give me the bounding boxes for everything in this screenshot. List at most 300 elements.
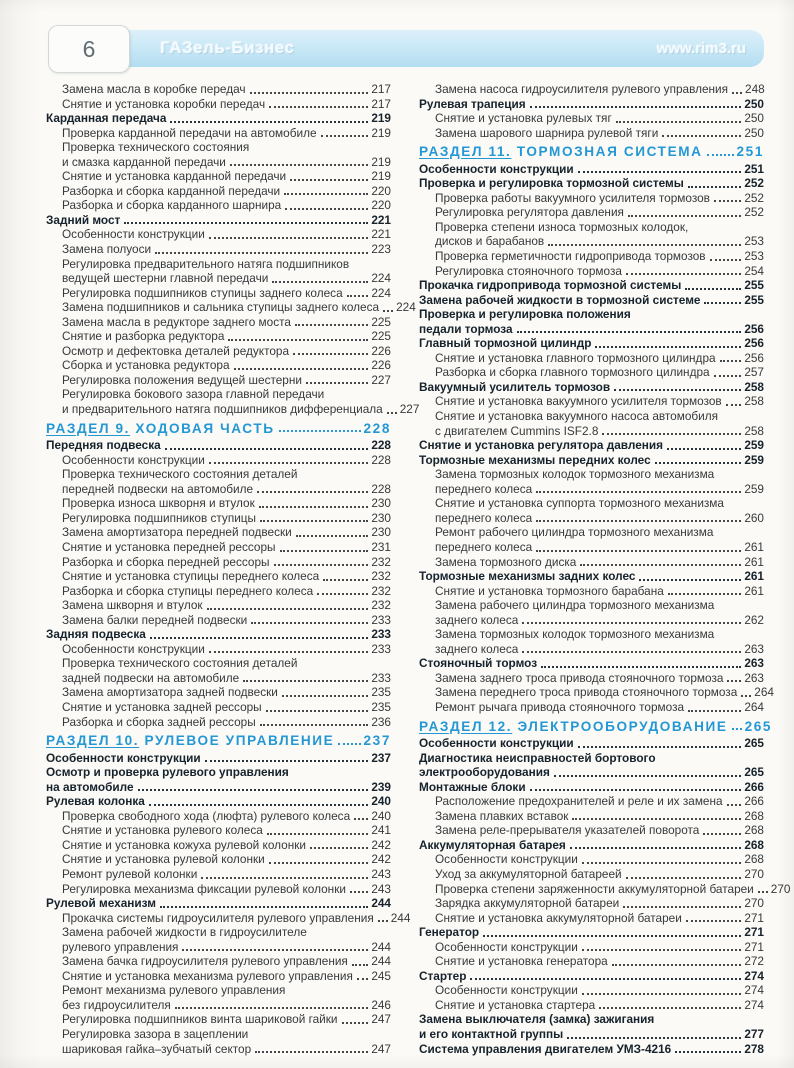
toc-entry-title: Тормозные механизмы передних колес <box>419 452 651 467</box>
toc-entry-title: Ремонт механизма рулевого управления <box>62 983 286 998</box>
toc-entry-title: Разборка и сборка ступицы переднего колеса <box>62 583 314 598</box>
toc-entry <box>419 205 764 220</box>
toc-entry-title: шариковая гайка–зубчатый сектор <box>62 1041 252 1056</box>
toc-entry <box>419 780 764 795</box>
toc-entry-title: Проверка свободного хода (люфта) рулевого колеса <box>62 808 351 823</box>
toc-entry <box>419 496 764 511</box>
website-url: www.rim3.ru <box>656 40 746 57</box>
dot-leader <box>165 448 369 450</box>
toc-page-number: 230 <box>371 525 391 540</box>
dot-leader <box>578 746 742 748</box>
toc-page-number: 224 <box>396 300 416 315</box>
toc-page-number: 228 <box>363 420 391 436</box>
toc-entry <box>419 852 764 867</box>
toc-entry-title: Замена рабочего цилиндра тормозного механизма <box>435 598 715 613</box>
toc-page-number: 252 <box>744 205 764 220</box>
toc-entry <box>419 467 764 482</box>
dot-leader <box>234 368 369 370</box>
toc-entry-title: Осмотр и проверка рулевого управления <box>46 765 289 780</box>
toc-page-number: 225 <box>371 314 391 329</box>
toc-entry-title: Снятие и установка генератора <box>435 954 608 969</box>
toc-page-number: 225 <box>371 329 391 344</box>
toc-entry-title: Проверка степени заряженности аккумуляторной батареи <box>435 881 754 896</box>
dot-leader <box>675 1051 741 1053</box>
toc-entry-title: Передняя подвеска <box>46 438 161 453</box>
dot-leader <box>260 520 368 522</box>
dot-leader <box>703 833 741 835</box>
toc-page-number: 250 <box>744 96 764 111</box>
toc-page-number: 243 <box>371 881 391 896</box>
toc-page-number: 255 <box>744 292 764 307</box>
toc-entry <box>419 111 764 126</box>
dot-leader <box>266 710 369 712</box>
toc-entry-title: Разборка и сборка карданной передачи <box>62 183 281 198</box>
dot-leader <box>284 193 368 195</box>
toc-entry-title: Особенности конструкции <box>435 939 578 954</box>
toc-entry-title: Особенности конструкции <box>62 452 205 467</box>
toc-entry-title: заднего колеса <box>435 641 519 656</box>
toc-entry-title: Разборка и сборка главного тормозного цилиндра <box>435 365 710 380</box>
dot-leader <box>338 743 360 745</box>
toc-entry-title: Главный тормозной цилиндр <box>419 336 592 351</box>
toc-entry <box>46 169 391 184</box>
toc-entry-title: Снятие и установка вакуумного насоса автомобиля <box>435 409 719 424</box>
toc-entry <box>419 365 764 380</box>
toc-entry-title: Замена выключателя (замка) зажигания <box>419 1012 655 1027</box>
toc-page-number: 233 <box>371 641 391 656</box>
toc-entry-title: Регулировка регулятора давления <box>435 205 624 220</box>
toc-entry-title: переднего колеса <box>435 510 533 525</box>
toc-entry-title: передней подвески на автомобиле <box>62 481 254 496</box>
dot-leader <box>321 135 369 137</box>
toc-entry-title: Замена амортизатора передней подвески <box>62 525 292 540</box>
toc-entry <box>46 852 391 867</box>
toc-page-number: 265 <box>744 718 773 734</box>
toc-entry-title: Замена балки передней подвески <box>62 612 248 627</box>
toc-page-number: 241 <box>371 823 391 838</box>
toc-entry <box>46 482 391 497</box>
toc-entry-title: Замена заднего троса привода стояночного тормоза <box>435 670 724 685</box>
toc-entry <box>419 525 764 540</box>
toc-entry-title: Регулировка зазора в зацеплении <box>62 1027 249 1041</box>
toc-entry <box>419 540 764 555</box>
toc-entry-title: Проверка технического состояния деталей <box>62 656 298 671</box>
toc-section-header <box>46 734 391 749</box>
dot-leader <box>350 891 368 893</box>
toc-entry <box>46 794 391 809</box>
toc-entry-title: Разборка и сборка задней рессоры <box>62 714 256 729</box>
toc-entry <box>419 809 764 824</box>
toc-page-number: 246 <box>371 997 391 1012</box>
toc-entry <box>46 82 391 97</box>
toc-entry-title: Замена масла в редукторе заднего моста <box>62 314 291 329</box>
dot-leader <box>595 346 741 348</box>
toc-page-number: 256 <box>744 336 764 351</box>
dot-leader <box>269 106 368 108</box>
toc-entry-title: Разборка и сборка карданного шарнира <box>62 198 282 213</box>
toc-entry-title: Снятие и установка задней рессоры <box>62 699 262 714</box>
book-title: ГАЗель-Бизнес <box>160 38 295 57</box>
toc-page-number: 239 <box>371 779 391 794</box>
toc-entry-title: Замена тормозного диска <box>435 554 577 569</box>
dot-leader <box>387 412 397 414</box>
toc-entry <box>419 380 764 395</box>
toc-page-number: 270 <box>744 896 764 911</box>
toc-page-number: 253 <box>744 234 764 249</box>
toc-page-number: 228 <box>371 452 391 467</box>
toc-page-number: 244 <box>371 896 391 911</box>
toc-entry-title: Замена амортизатора задней подвески <box>62 685 278 700</box>
toc-entry-title: переднего колеса <box>435 539 533 554</box>
dot-leader <box>285 208 368 210</box>
toc-entry <box>419 293 764 308</box>
dot-leader <box>209 462 369 464</box>
toc-page-number: 257 <box>744 365 764 380</box>
toc-entry <box>419 438 764 453</box>
toc-entry <box>46 540 391 555</box>
toc-page-number: 253 <box>744 249 764 264</box>
dot-leader <box>296 535 369 537</box>
toc-entry <box>419 794 764 809</box>
toc-entry-title: Снятие и установка кожуха рулевой колонки <box>62 837 306 852</box>
toc-entry-title: Замена шарового шарнира рулевой тяги <box>435 125 659 140</box>
toc-entry <box>419 409 764 424</box>
toc-page-number: 252 <box>744 176 764 191</box>
toc-entry-title: Регулировка подшипников винта шариковой гайки <box>62 1012 338 1027</box>
toc-entry-title: Особенности конструкции <box>419 736 574 751</box>
toc-entry-title: Стояночный тормоз <box>419 656 538 671</box>
toc-page-number: 265 <box>744 765 764 780</box>
dot-leader <box>517 331 742 333</box>
toc-entry-title: Регулировка подшипников ступицы заднего колеса <box>62 285 343 300</box>
toc-entry-title: Особенности конструкции <box>46 750 201 765</box>
toc-page-number: 272 <box>744 954 764 969</box>
toc-column-left <box>46 82 420 1056</box>
toc-entry <box>419 598 764 613</box>
toc-page-number: 228 <box>371 438 391 453</box>
dot-leader <box>623 906 741 908</box>
dot-leader <box>306 382 368 384</box>
toc-page-number: 220 <box>371 198 391 213</box>
toc-page-number: 264 <box>754 685 774 700</box>
toc-page-number: 259 <box>744 438 764 453</box>
toc-entry <box>46 402 420 417</box>
toc-entry <box>46 983 391 998</box>
toc-entry <box>46 453 391 468</box>
toc-entry <box>46 613 391 628</box>
toc-entry-title: Особенности конструкции <box>435 983 578 998</box>
dot-leader <box>726 404 742 406</box>
dot-leader <box>378 920 388 922</box>
toc-entry <box>46 671 391 686</box>
toc-entry-title: Прокачка системы гидроусилителя рулевого управления <box>62 910 374 925</box>
toc-entry <box>46 140 391 155</box>
toc-entry-title: и его контактной группы <box>419 1027 564 1041</box>
toc-entry <box>46 111 391 126</box>
toc-page-number: 233 <box>371 670 391 685</box>
toc-entry-title: Ремонт рулевой колонки <box>62 866 198 881</box>
dot-leader <box>282 695 368 697</box>
dot-leader <box>536 520 741 522</box>
toc-entry-title: Разборка и сборка передней рессоры <box>62 554 270 569</box>
toc-page-number: 270 <box>770 881 791 896</box>
dot-leader <box>205 760 369 762</box>
toc-entry-title: Проверка герметичности гидропривода тормозов <box>435 249 706 264</box>
toc-entry-title: Карданная передача <box>46 111 167 126</box>
toc-page-number: 219 <box>371 169 391 184</box>
toc-entry <box>419 642 764 657</box>
dot-leader <box>124 222 368 224</box>
toc-page-number: 263 <box>744 670 764 685</box>
toc-page-number: 243 <box>371 866 391 881</box>
toc-page-number: 271 <box>744 939 764 954</box>
toc-entry <box>46 751 391 766</box>
toc-entry <box>419 511 764 526</box>
toc-page-number: 228 <box>371 481 391 496</box>
toc-page-number: 221 <box>371 227 391 242</box>
dot-leader <box>522 651 741 653</box>
dot-leader <box>150 637 369 639</box>
toc-page-number: 219 <box>371 111 391 126</box>
toc-entry-title: Снятие и установка передней рессоры <box>62 539 276 554</box>
toc-page-number: 219 <box>371 154 391 169</box>
toc-entry <box>419 627 764 642</box>
toc-entry <box>419 162 764 177</box>
toc-page-number: 258 <box>744 379 764 394</box>
toc-entry-title: РАЗДЕЛ 10. РУЛЕВОЕ УПРАВЛЕНИЕ <box>46 733 335 749</box>
toc-entry-title: Снятие и установка главного тормозного цилиндра <box>435 350 716 365</box>
toc-page-number: 271 <box>744 925 764 940</box>
toc-entry-title: РАЗДЕЛ 11. ТОРМОЗНАЯ СИСТЕМА <box>419 144 703 160</box>
toc-entry-title: Монтажные блоки <box>419 779 526 794</box>
toc-page-number: 270 <box>744 866 764 881</box>
toc-entry-title: Вакуумный усилитель тормозов <box>419 379 611 394</box>
dot-leader <box>293 353 368 355</box>
toc-entry-title: Задняя подвеска <box>46 627 146 642</box>
toc-entry <box>46 438 391 453</box>
section-number: РАЗДЕЛ 9. <box>46 420 131 436</box>
toc-entry-title: Снятие и установка ступицы переднего колеса <box>62 569 320 584</box>
toc-entry <box>46 656 391 671</box>
toc-entry <box>46 765 391 780</box>
dot-leader <box>272 281 368 283</box>
toc-entry <box>419 220 764 235</box>
toc-entry <box>46 954 391 969</box>
toc-entry-title: Система управления двигателем УМЗ-4216 <box>419 1041 672 1056</box>
toc-page-number: 251 <box>744 161 764 176</box>
toc-entry <box>419 278 764 293</box>
toc-page-number: 231 <box>371 539 391 554</box>
toc-entry <box>46 642 391 657</box>
dot-leader <box>732 728 742 730</box>
section-number: РАЗДЕЛ 10. <box>46 733 140 749</box>
toc-entry <box>46 715 391 730</box>
dot-leader <box>243 680 368 682</box>
dot-leader <box>741 695 751 697</box>
toc-entry-title: Проверка и регулировка тормозной системы <box>419 176 684 191</box>
dot-leader <box>310 847 368 849</box>
toc-page-number: 232 <box>371 583 391 598</box>
toc-entry <box>46 969 391 984</box>
toc-entry <box>419 1027 764 1042</box>
toc-page-number: 227 <box>399 402 420 417</box>
toc-entry-title: и предварительного натяга подшипников дифференциала <box>62 402 383 417</box>
toc-entry <box>419 838 764 853</box>
toc-entry <box>419 97 764 112</box>
dot-leader <box>662 135 741 137</box>
toc-entry-title: Замена бачка гидроусилителя рулевого управления <box>62 954 348 969</box>
toc-entry <box>46 300 416 315</box>
toc-entry-title: Регулировка стояночного тормоза <box>435 263 622 278</box>
toc-entry-title: Рулевая трапеция <box>419 96 526 111</box>
toc-entry <box>46 780 391 795</box>
dot-leader <box>352 964 368 966</box>
toc-page-number: 261 <box>744 539 764 554</box>
toc-entry-title: Регулировка предварительного натяга подшипников <box>62 256 350 271</box>
dot-leader <box>470 978 741 980</box>
toc-page-number: 263 <box>744 641 764 656</box>
dot-leader <box>602 433 741 435</box>
toc-entry-title: Замена тормозных колодок тормозного механизма <box>435 627 715 642</box>
toc-entry-title: Замена подшипников и сальника ступицы заднего колеса <box>62 300 380 315</box>
toc-entry-title: Проверка технического состояния <box>62 140 250 155</box>
toc-entry <box>419 983 764 998</box>
toc-page-number: 262 <box>744 612 764 627</box>
dot-leader <box>688 186 741 188</box>
toc-entry <box>46 344 391 359</box>
toc-entry <box>419 823 764 838</box>
toc-entry <box>46 998 391 1013</box>
toc-section-header <box>419 718 773 735</box>
dot-leader <box>707 154 734 156</box>
toc-page-number: 268 <box>744 808 764 823</box>
dot-leader <box>578 171 742 173</box>
toc-entry-title: переднего колеса <box>435 481 533 496</box>
toc-page-number: 251 <box>736 144 764 160</box>
toc-page-number: 230 <box>371 496 391 511</box>
dot-leader <box>228 339 368 341</box>
toc-entry-title: Снятие и установка суппорта тормозного механизма <box>435 496 724 511</box>
toc-entry <box>419 896 764 911</box>
dot-leader <box>626 877 742 879</box>
toc-entry-title: Тормозные механизмы задних колес <box>419 569 636 584</box>
dot-leader <box>260 724 369 726</box>
toc-page-number: 259 <box>744 481 764 496</box>
toc-entry-title: Замена переднего троса привода стояночного тормоза <box>435 685 738 700</box>
section-number: РАЗДЕЛ 12. <box>419 718 513 734</box>
toc-page-number: 261 <box>744 583 764 598</box>
dot-leader <box>267 833 369 835</box>
dot-leader <box>582 949 742 951</box>
toc-page-number: 237 <box>371 750 391 765</box>
toc-entry <box>46 598 391 613</box>
toc-entry-title: Особенности конструкции <box>435 852 578 867</box>
toc-entry-title: Регулировка бокового зазора главной передачи <box>62 387 325 402</box>
toc-entry <box>46 126 391 141</box>
toc-page-number: 227 <box>371 372 391 387</box>
dot-leader <box>727 804 742 806</box>
toc-entry-title: дисков и барабанов <box>435 234 545 249</box>
dot-leader <box>582 862 742 864</box>
toc-page-number: 237 <box>363 733 391 749</box>
toc-page-number: 250 <box>744 125 764 140</box>
dot-leader <box>567 1037 741 1039</box>
toc-entry-title: Замена рабочей жидкости в тормозной системе <box>419 292 701 307</box>
toc-entry <box>46 1042 391 1057</box>
toc-page-number: 258 <box>744 394 764 409</box>
dot-leader <box>704 302 741 304</box>
dot-leader <box>295 324 368 326</box>
toc-entry-title: Проверка работы вакуумного усилителя тормозов <box>435 190 710 205</box>
toc-page-number: 254 <box>744 263 764 278</box>
toc-page-number: 232 <box>371 569 391 584</box>
toc-page-number: 271 <box>744 910 764 925</box>
toc-entry-title: Замена насоса гидроусилителя рулевого управления <box>435 82 729 96</box>
toc-entry-title: Замена полуоси <box>62 242 152 257</box>
toc-page-number: 235 <box>371 699 391 714</box>
toc-entry <box>46 809 391 824</box>
toc-entry-title: Снятие и установка карданной передачи <box>62 169 287 184</box>
toc-page-number: 250 <box>744 111 764 126</box>
toc-page-number: 264 <box>744 699 764 714</box>
toc-entry <box>419 234 764 249</box>
toc-entry-title: Замена тормозных колодок тормозного механизма <box>435 467 715 482</box>
toc-entry <box>46 257 391 272</box>
dot-leader <box>668 593 742 595</box>
dot-leader <box>541 666 741 668</box>
toc-entry <box>46 555 391 570</box>
toc-entry <box>419 925 764 940</box>
toc-entry-title: заднего колеса <box>435 612 519 627</box>
toc-entry <box>419 82 764 97</box>
toc-entry-title: Генератор <box>419 925 480 940</box>
toc-entry <box>419 765 764 780</box>
toc-page-number: 244 <box>371 954 391 969</box>
dot-leader <box>522 622 741 624</box>
toc-page-number: 263 <box>744 656 764 671</box>
toc-entry-title: Снятие и установка тормозного барабана <box>435 583 664 598</box>
dot-leader <box>155 252 368 254</box>
toc-section-header <box>46 422 391 437</box>
toc-entry <box>419 671 764 686</box>
toc-entry <box>46 940 391 955</box>
toc-page-number: 217 <box>371 82 391 96</box>
toc-entry <box>419 482 764 497</box>
toc-entry <box>46 1012 391 1027</box>
toc-entry-title: Расположение предохранителей и реле и их замена <box>435 794 723 809</box>
dot-leader <box>616 121 742 123</box>
dot-leader <box>149 804 369 806</box>
dot-leader <box>710 259 742 261</box>
page-number: 6 <box>82 35 96 62</box>
toc-page-number: 224 <box>371 271 391 286</box>
toc-entry-title: Снятие и установка рулевого колеса <box>62 823 263 838</box>
dot-leader <box>727 680 741 682</box>
toc-entry-title: Особенности конструкции <box>62 641 205 656</box>
dot-leader <box>554 775 741 777</box>
toc-entry-title: Регулировка положения ведущей шестерни <box>62 372 302 387</box>
dot-leader <box>758 891 768 893</box>
dot-leader <box>259 506 369 508</box>
toc-entry-title: Замена шкворня и втулок <box>62 598 203 613</box>
dot-leader <box>536 491 741 493</box>
toc-page-number: 226 <box>371 343 391 358</box>
dot-leader <box>323 579 368 581</box>
toc-entry <box>46 358 391 373</box>
toc-entry <box>419 322 764 337</box>
dot-leader <box>628 215 741 217</box>
toc-entry <box>46 198 391 213</box>
